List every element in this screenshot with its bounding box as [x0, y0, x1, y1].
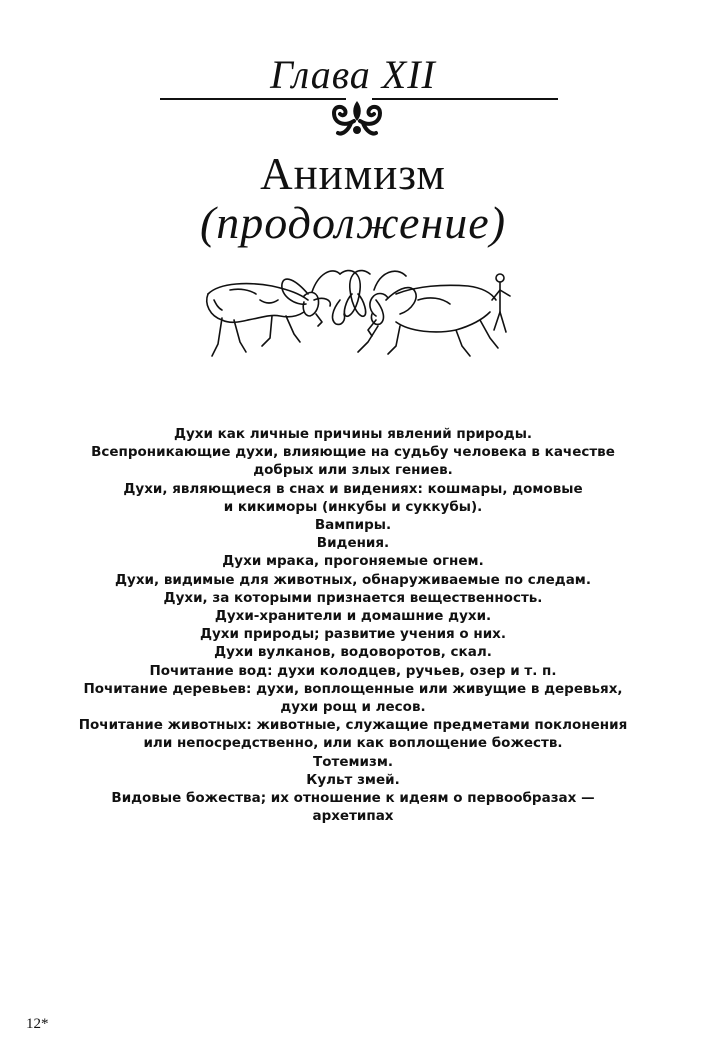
summary-line: Духи вулканов, водоворотов, скал. — [214, 644, 492, 661]
rock-art-goats-illustration — [200, 260, 520, 380]
summary-line: Духи, видимые для животных, обнаруживаемые по следам. — [115, 571, 591, 588]
summary-line: или непосредственно, или как воплощение божеств. — [143, 735, 563, 752]
summary-line: Духи природы; развитие учения о них. — [199, 626, 507, 643]
summary-line: Духи мрака, прогоняемые огнем. — [222, 553, 484, 570]
summary-line: Духи как личные причины явлений природы. — [173, 426, 533, 442]
summary-line: Видовые божества; их отношение к идеям о первообразах — — [111, 790, 595, 807]
divider-right — [372, 98, 558, 100]
summary-line: архетипах — [312, 808, 394, 825]
summary-line: Духи-хранители и домашние духи. — [214, 608, 492, 625]
summary-line: Вампиры. — [314, 517, 392, 534]
summary-line: Всепроникающие духи, влияющие на судьбу человека в качестве — [91, 444, 615, 461]
summary-line: Тотемизм. — [313, 753, 393, 770]
summary-line: и кикиморы (инкубы и суккубы). — [223, 498, 483, 515]
title-main: Анимизм — [260, 149, 446, 199]
fleuron-ornament-icon — [326, 97, 388, 139]
chapter-summary — [70, 425, 636, 825]
page-number: 12* — [26, 1016, 49, 1032]
summary-line: Почитание животных: животные, служащие предметами поклонения — [78, 717, 628, 734]
summary-line: Духи, являющиеся в снах и видениях: кошмары, домовые — [123, 480, 583, 497]
summary-line: Культ змей. — [306, 771, 400, 788]
summary-line: Духи, за которыми признается вещественность. — [163, 589, 543, 606]
summary-line: Видения. — [316, 535, 390, 552]
summary-line: Почитание деревьев: духи, воплощенные или живущие в деревьях, — [83, 680, 623, 697]
chapter-label: Глава XII — [270, 52, 436, 97]
summary-line: духи рощ и лесов. — [280, 699, 426, 716]
divider-left — [160, 98, 346, 100]
summary-line: Почитание вод: духи колодцев, ручьев, озер и т. п. — [149, 662, 557, 679]
title-subtitle: (продолжение) — [199, 197, 507, 248]
summary-line: добрых или злых гениев. — [253, 462, 453, 479]
